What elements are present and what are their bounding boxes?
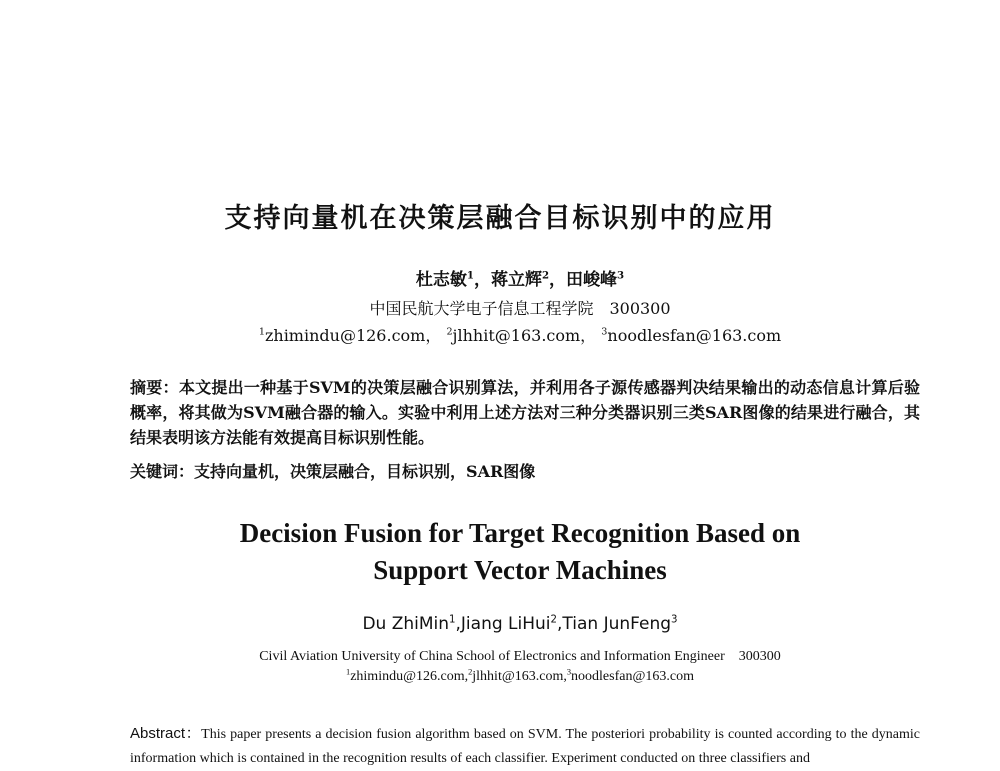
chinese-emails (20, 323, 1000, 346)
chinese-authors (20, 265, 1000, 290)
english-emails (20, 669, 1000, 685)
english-abstract-text: This paper presents a decision fusion algorithm based on SVM. The posteriori probability is counted according to the dynamic information which is contained in the recognition results of each classifier. Experiment conducted on three classifiers and (130, 727, 920, 766)
english-affiliation: Civil Aviation University of China School of Electronics and Information Engineer 300300 (259, 649, 781, 664)
english-abstract (130, 722, 920, 771)
author-2: 蒋立辉 (490, 270, 542, 290)
english-title-line-2: Support Vector Machines (373, 555, 667, 585)
email-2: jlhhit@163.com， (452, 326, 597, 345)
author-2-affil-mark: 2 (541, 269, 550, 282)
chinese-abstract-label: 摘要： (130, 378, 179, 397)
chinese-keywords-label: 关键词： (130, 462, 195, 481)
email-1: zhimindu@126.com， (264, 326, 442, 345)
author-3: ,Tian JunFeng (557, 614, 672, 634)
email-3-mark: 3 (566, 667, 572, 677)
email-2-mark: 2 (468, 667, 473, 677)
chinese-keywords-text: 支持向量机，决策层融合，目标识别，SAR图像 (194, 462, 536, 481)
author-3-affil-mark: 3 (671, 614, 678, 626)
author-separator: ， (473, 270, 491, 290)
author-1-affil-mark: 1 (449, 614, 456, 626)
english-authors (20, 614, 1000, 634)
chinese-title: 支持向量机在决策层融合目标识别中的应用 (224, 203, 776, 234)
english-title (20, 515, 1000, 589)
author-2-affil-mark: 2 (550, 614, 558, 626)
author-1: 杜志敏 (415, 270, 467, 290)
english-abstract-label: Abstract： (130, 725, 202, 742)
email-2-mark: 2 (446, 326, 453, 338)
chinese-keywords (130, 459, 920, 484)
email-1-mark: 1 (258, 326, 265, 338)
email-1: zhimindu@126.com, (350, 669, 469, 684)
email-3-mark: 3 (601, 326, 608, 338)
chinese-abstract (130, 375, 920, 450)
chinese-affiliation: 中国民航大学电子信息工程学院 300300 (369, 299, 671, 318)
author-1-affil-mark: 1 (466, 269, 474, 282)
author-separator: ， (549, 270, 567, 290)
author-2: ,Jiang LiHui (455, 614, 551, 634)
english-title-line-1: Decision Fusion for Target Recognition Based on (239, 518, 801, 548)
email-1-mark: 1 (346, 667, 351, 677)
email-2: jlhhit@163.com, (472, 669, 567, 684)
author-1: Du ZhiMin (362, 614, 450, 634)
email-3: noodlesfan@163.com (607, 326, 782, 345)
email-3: noodlesfan@163.com (571, 669, 694, 684)
author-3-affil-mark: 3 (617, 269, 625, 282)
chinese-abstract-text: 本文提出一种基于SVM的决策层融合识别算法，并利用各子源传感器判决结果输出的动态信息计算后验概率，将其做为SVM融合器的输入。实验中利用上述方法对三种分类器识别三类SAR图像的结果进行融合，其结果表明该方法能有效提高目标识别性能。 (130, 378, 920, 447)
author-3: 田峻峰 (566, 270, 618, 290)
